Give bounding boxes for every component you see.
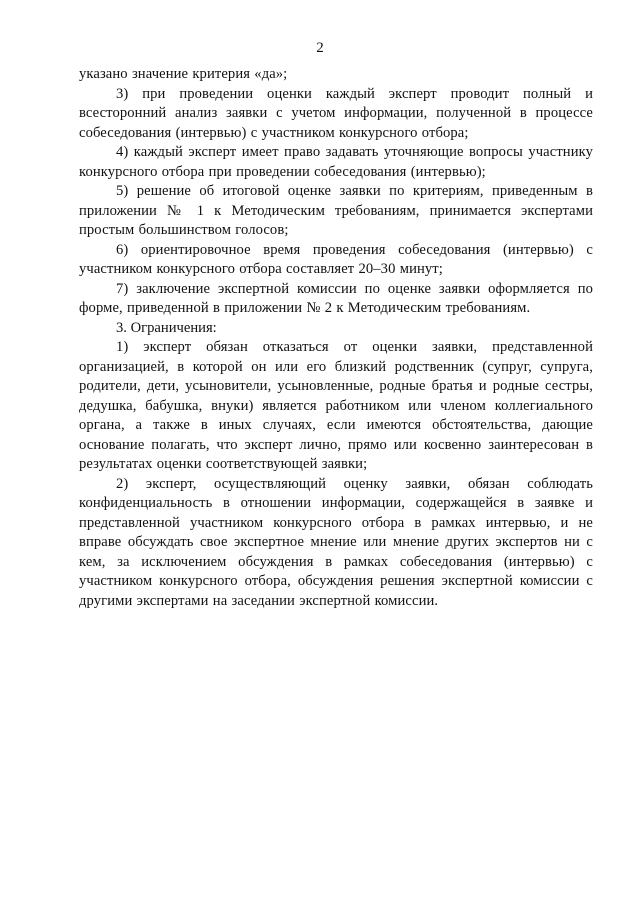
paragraph-continuation: указано значение критерия «да»; [79,66,288,82]
paragraph-item-6: 6) ориентировочное время проведения собеседования (интервью) с участником конкурсного отбора составляет 20–30 минут; [79,241,593,277]
paragraph-item-7: 7) заключение экспертной комиссии по оценке заявки оформляется по форме, приведенной в приложении № 2 к Методическим требованиям. [79,280,593,316]
paragraph-item-3: 3) при проведении оценки каждый эксперт проводит полный и всесторонний анализ заявки с учетом информации, полученной в процессе собеседования (интервью) с участником конкурсного отбора; [79,85,593,141]
document-body [79,65,593,611]
paragraph-item-5: 5) решение об итоговой оценке заявки по критериям, приведенным в приложении № 1 к Методическим требованиям, принимается экспертами простым большинством голосов; [79,183,593,238]
paragraph-restriction-2: 2) эксперт, осуществляющий оценку заявки, обязан соблюдать конфиденциальность в отношении информации, содержащейся в заявке и представленной участником конкурсного отбора в рамках интервью, и не вправе обсуждать свое экспертное мнение или мнение других экспертов ни с кем, за исключением обсуждения в рамках собеседования (интервью) с участником конкурсного отбора, обсуждения решения экспертной комиссии с другими экспертами на заседании экспертной комиссии. [79,475,593,609]
page-number: 2 [316,40,324,56]
paragraph-item-4: 4) каждый эксперт имеет право задавать уточняющие вопросы участнику конкурсного отбора при проведении собеседования (интервью); [79,144,593,180]
paragraph-restriction-1: 1) эксперт обязан отказаться от оценки заявки, представленной организацией, в которой он или его близкий родственник (супруг, супруга, родители, дети, усыновители, усыновленные, родные братья и родные сестры, дедушка, бабушка, внуки) является работником или членом коллегиального органа, а также в иных случаях, если имеются обстоятельства, дающие основание полагать, что эксперт лично, прямо или косвенно заинтересован в результатах оценки соответствующей заявки; [79,339,593,472]
section-heading-restrictions: 3. Ограничения: [116,319,217,336]
